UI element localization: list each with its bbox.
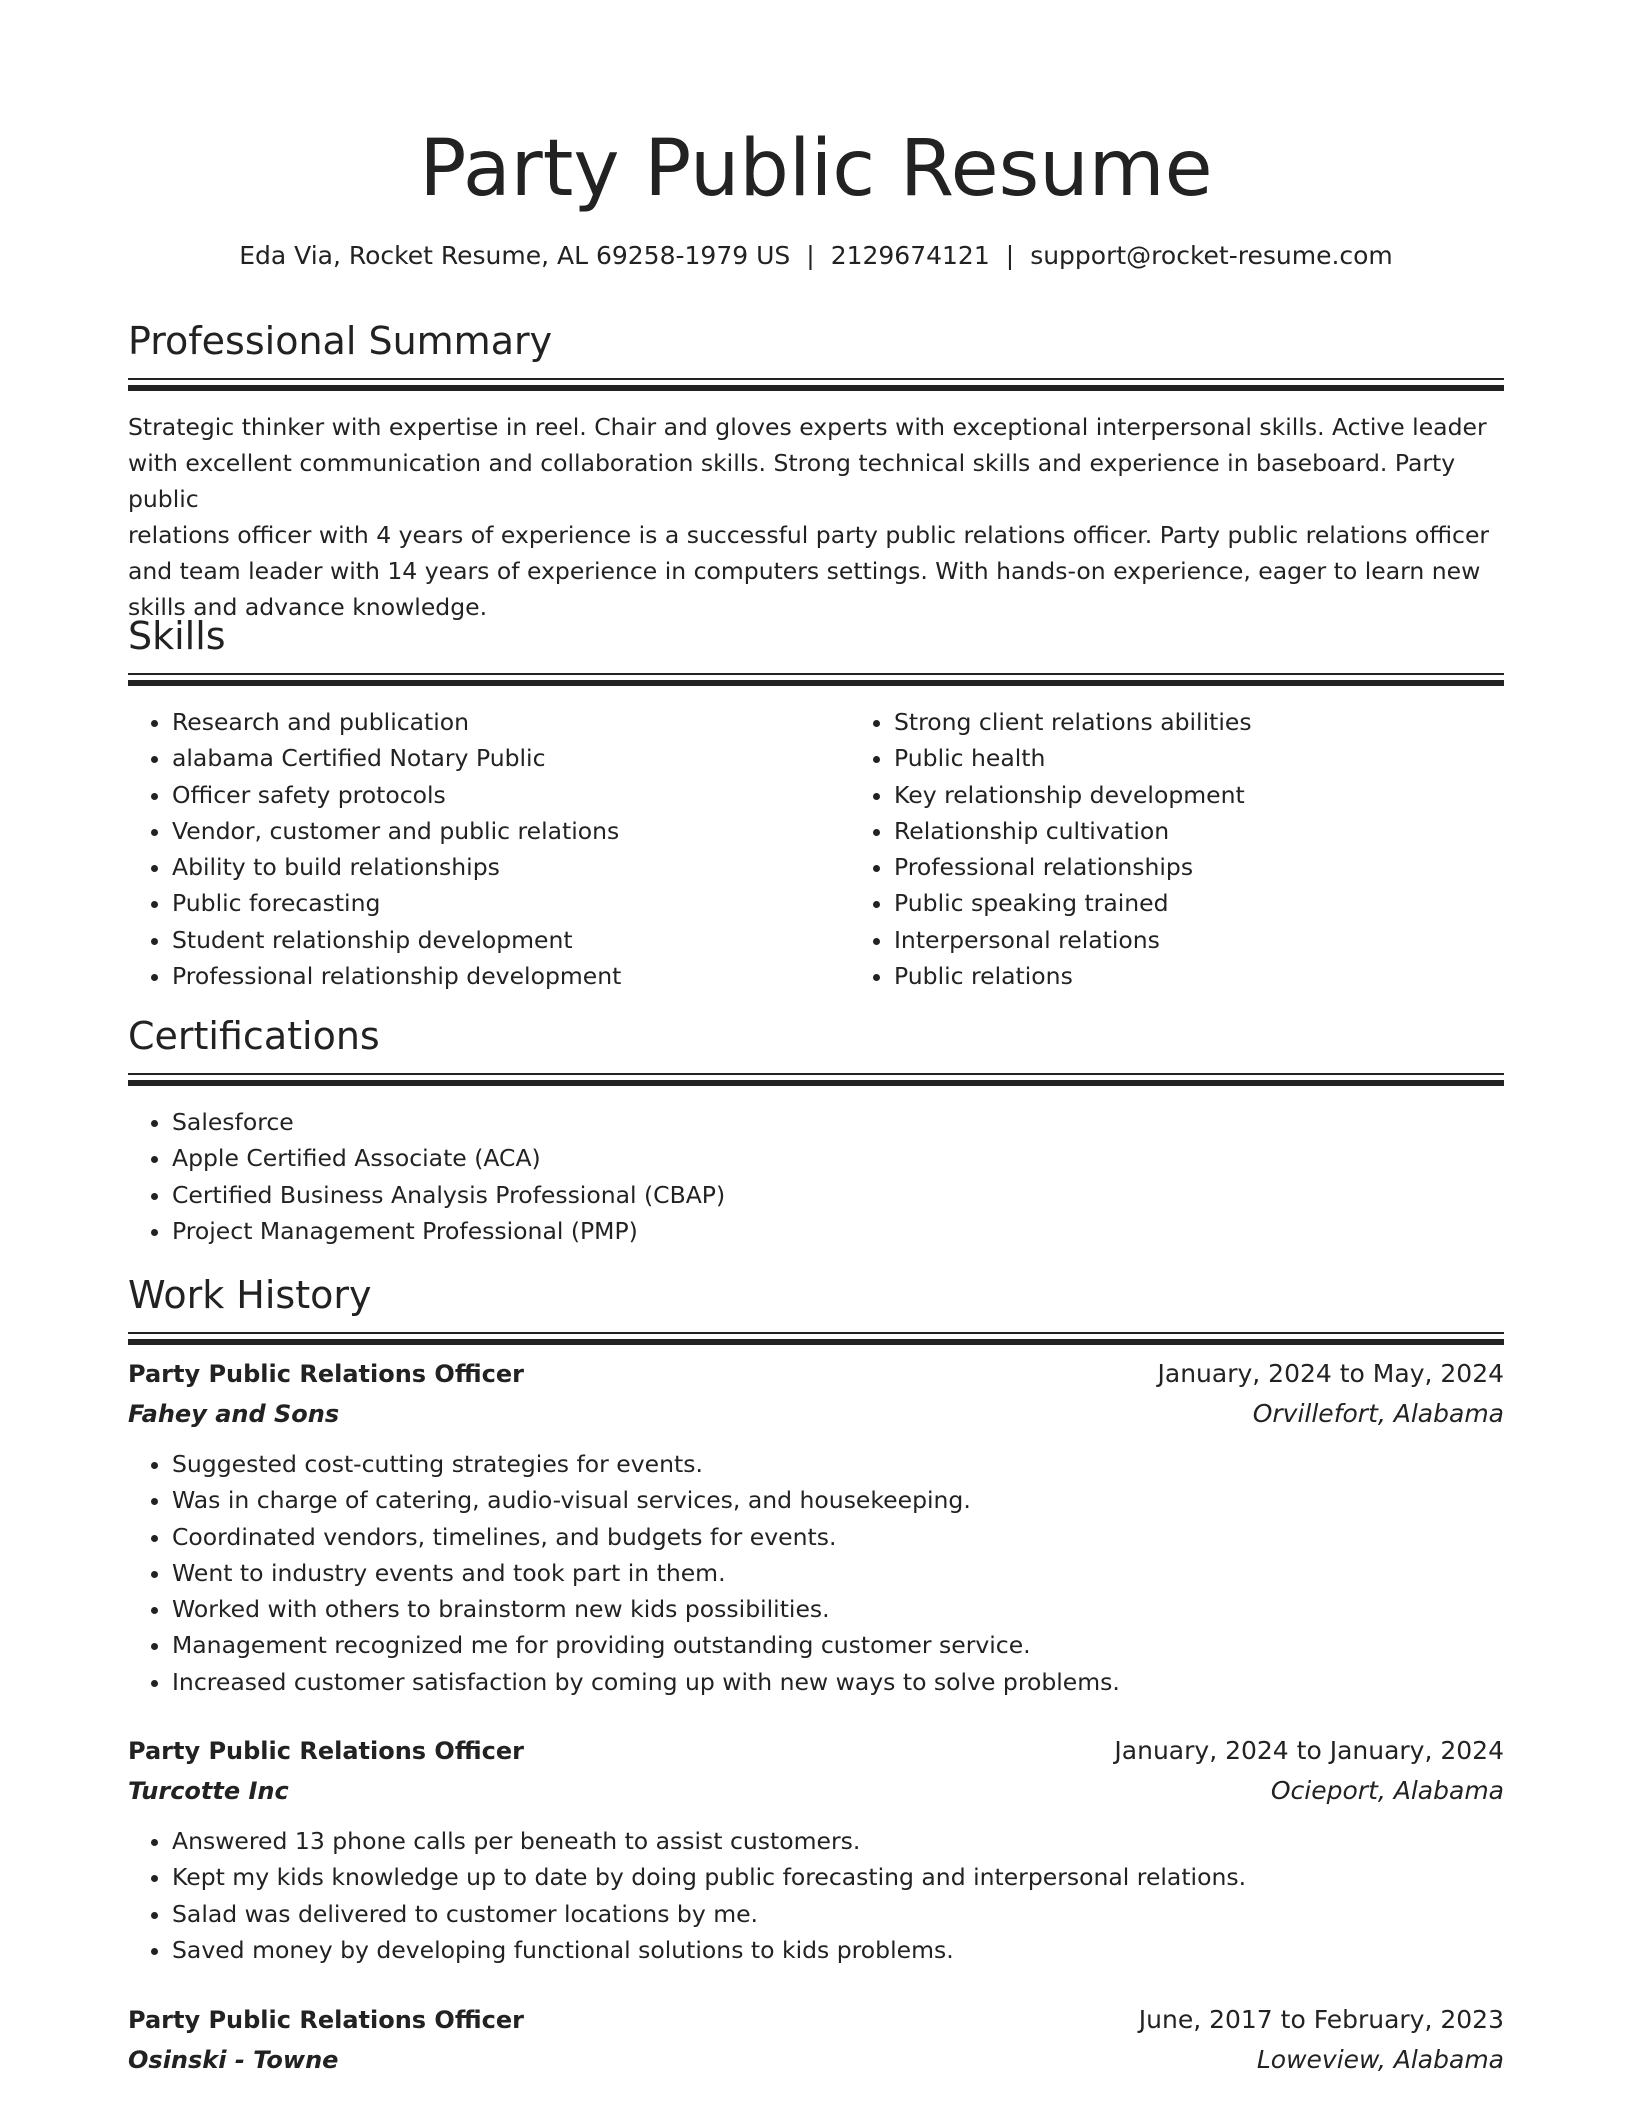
job-entry	[128, 1731, 1504, 1968]
job-entry	[128, 1354, 1504, 1700]
job-bullet: • Went to industry events and took part in them.	[172, 1555, 1504, 1591]
skill-item: • Interpersonal relations	[894, 922, 1572, 958]
job-bullet: • Saved money by developing functional solutions to kids problems.	[172, 1932, 1504, 1968]
job-company: Osinski - Towne	[128, 2046, 339, 2074]
skill-item: • alabama Certified Notary Public	[172, 740, 850, 776]
job-bullets	[128, 1446, 1504, 1700]
contact-separator: |	[806, 241, 815, 270]
job-bullets	[128, 1823, 1504, 1968]
summary-line: relations officer with 4 years of experience is a successful party public relations officer. Party public relations officer	[128, 521, 1490, 549]
section-certifications	[128, 1011, 1504, 1249]
skill-item: • Ability to build relationships	[172, 849, 850, 885]
job-bullet: • Worked with others to brainstorm new kids possibilities.	[172, 1591, 1504, 1627]
job-bullet: • Answered 13 phone calls per beneath to assist customers.	[172, 1823, 1504, 1859]
job-bullet: • Management recognized me for providing outstanding customer service.	[172, 1627, 1504, 1663]
job-bullet: • Increased customer satisfaction by coming up with new ways to solve problems.	[172, 1664, 1504, 1700]
job-bullet: • Was in charge of catering, audio-visual services, and housekeeping.	[172, 1482, 1504, 1518]
section-heading-work-history: Work History	[128, 1273, 372, 1317]
skill-item: • Public forecasting	[172, 885, 850, 921]
section-divider	[128, 378, 1504, 391]
skills-list-left	[128, 704, 850, 994]
job-bullet: • Salad was delivered to customer locations by me.	[172, 1896, 1504, 1932]
job-title: Party Public Relations Officer	[128, 2006, 524, 2034]
skill-item: • Professional relationships	[894, 849, 1572, 885]
job-dates: June, 2017 to February, 2023	[1138, 2005, 1504, 2034]
section-divider	[128, 1073, 1504, 1086]
certification-item: • Certified Business Analysis Professional (CBAP)	[172, 1177, 1504, 1213]
job-bullet: • Suggested cost-cutting strategies for events.	[172, 1446, 1504, 1482]
resume-title: Party Public Resume	[419, 124, 1213, 214]
section-heading-summary: Professional Summary	[128, 319, 553, 363]
section-summary	[128, 316, 1504, 625]
certifications-list	[128, 1104, 1504, 1249]
certification-item: • Project Management Professional (PMP)	[172, 1213, 1504, 1249]
job-dates: January, 2024 to January, 2024	[1114, 1736, 1504, 1765]
skill-item: • Key relationship development	[894, 777, 1572, 813]
section-heading-skills: Skills	[128, 614, 226, 658]
contact-email: support@rocket-resume.com	[1030, 241, 1393, 270]
job-location: Orvillefort, Alabama	[1252, 1399, 1504, 1428]
skill-item: • Public speaking trained	[894, 885, 1572, 921]
certification-item: • Salesforce	[172, 1104, 1504, 1140]
contact-line	[128, 238, 1504, 274]
skill-item: • Strong client relations abilities	[894, 704, 1572, 740]
job-bullet: • Coordinated vendors, timelines, and budgets for events.	[172, 1519, 1504, 1555]
summary-text	[128, 409, 1504, 625]
section-heading-certifications: Certifications	[128, 1014, 380, 1058]
summary-line: and team leader with 14 years of experience in computers settings. With hands-on experience, eager to learn new	[128, 557, 1481, 585]
job-bullet: • Kept my kids knowledge up to date by doing public forecasting and interpersonal relations.	[172, 1859, 1504, 1895]
job-location: Loweview, Alabama	[1256, 2045, 1504, 2074]
job-company: Fahey and Sons	[128, 1400, 340, 1428]
job-title: Party Public Relations Officer	[128, 1737, 524, 1765]
skill-item: • Public relations	[894, 958, 1572, 994]
skill-item: • Relationship cultivation	[894, 813, 1572, 849]
summary-line: skills and advance knowledge.	[128, 593, 488, 621]
job-company: Turcotte Inc	[128, 1777, 289, 1805]
skill-item: • Vendor, customer and public relations	[172, 813, 850, 849]
job-location: Ocieport, Alabama	[1270, 1776, 1504, 1805]
section-skills	[128, 611, 1504, 994]
skill-item: • Public health	[894, 740, 1572, 776]
skills-columns	[128, 704, 1504, 994]
skill-item: • Student relationship development	[172, 922, 850, 958]
summary-line: with excellent communication and collaboration skills. Strong technical skills and experience in baseboard. Party public	[128, 449, 1456, 513]
skill-item: • Research and publication	[172, 704, 850, 740]
skill-item: • Professional relationship development	[172, 958, 850, 994]
job-entry	[128, 2000, 1504, 2080]
section-work-history	[128, 1270, 1504, 1345]
section-divider	[128, 673, 1504, 686]
contact-address: Eda Via, Rocket Resume, AL 69258-1979 US	[239, 241, 791, 270]
certification-item: • Apple Certified Associate (ACA)	[172, 1140, 1504, 1176]
section-divider	[128, 1332, 1504, 1345]
contact-separator: |	[1005, 241, 1015, 270]
contact-phone: 2129674121	[830, 241, 990, 270]
job-dates: January, 2024 to May, 2024	[1157, 1359, 1504, 1388]
skills-list-right	[850, 704, 1572, 994]
job-title: Party Public Relations Officer	[128, 1360, 524, 1388]
summary-line: Strategic thinker with expertise in reel. Chair and gloves experts with exceptional interpersonal skills. Active leader	[128, 413, 1487, 441]
skill-item: • Officer safety protocols	[172, 777, 850, 813]
